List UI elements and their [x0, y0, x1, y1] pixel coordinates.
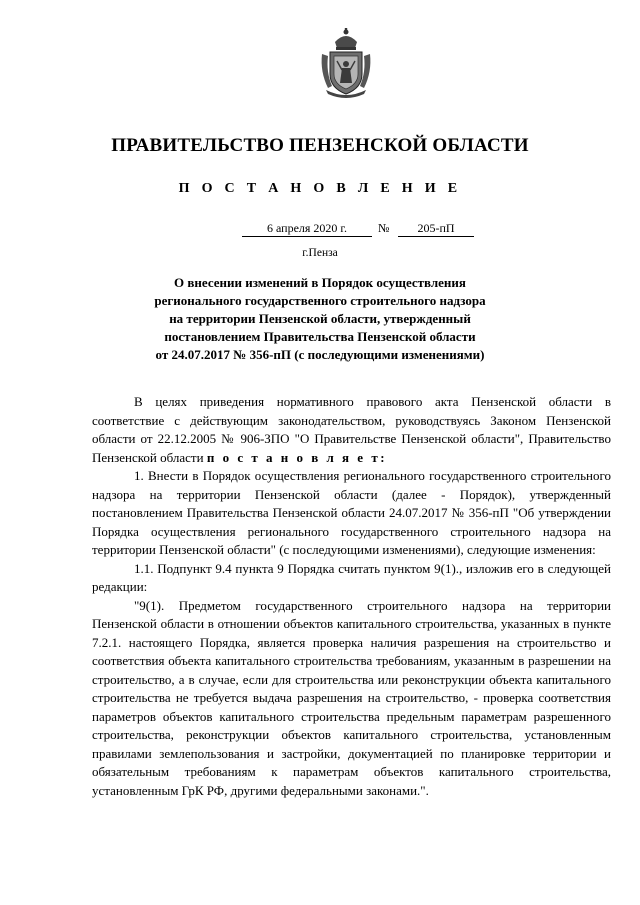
document-body — [92, 393, 611, 800]
document-number: 205-пП — [398, 221, 474, 237]
government-title: ПРАВИТЕЛЬСТВО ПЕНЗЕНСКОЙ ОБЛАСТИ — [111, 135, 529, 156]
date-number-row — [0, 221, 640, 239]
quoted-paragraph: "9(1). Предметом государственного строительного надзора на территории Пензенской области в отношении объектов капитального строительства, указанных в пункте 7.2.1. настоящего Порядка, является проверка наличия разрешения на строительство и соответствия объекта капитального строительства требованиям, указанным в разрешении на строительство, а в случае, если для строительства или реконструкции объекта капитального строительства не требуется выдача разрешения на строительство, - проверка соответствия параметров объектов капитального строительства предельным параметрам разрешенного строительства, реконструкции объектов капитального строительства, установленным правилами землепользования и застройки, документацией по планировке территории и обязательным требованиям к параметрам объектов капитального строительства, установленным ГрК РФ, другими федеральными законами.". — [92, 597, 611, 798]
subject-line: постановлением Правительства Пензенской области — [164, 329, 476, 344]
item-1-paragraph: 1. Внести в Порядок осуществления регионального государственного строительного надзора на территории Пензенской области (далее - Порядок), утвержденный постановлением Правительства Пензенской области 24.07.2017 № 356-пП "Об утверждении Порядка осуществления регионального государственного строительного надзора на территории Пензенской области" (с последующими изменениями), следующие изменения: — [92, 468, 611, 557]
document-date: 6 апреля 2020 г. — [242, 221, 372, 237]
document-type: П О С Т А Н О В Л Е Н И Е — [178, 181, 462, 196]
item-1-1-paragraph: 1.1. Подпункт 9.4 пункта 9 Порядка считать пунктом 9(1)., изложив его в следующей редакции: — [92, 560, 611, 594]
subject-line: от 24.07.2017 № 356-пП (с последующими изменениями) — [155, 347, 485, 362]
preamble-paragraph — [92, 393, 611, 467]
city: г.Пенза — [302, 247, 338, 259]
subject-line: О внесении изменений в Порядок осуществления — [174, 275, 466, 290]
coat-of-arms-emblem — [318, 28, 374, 98]
number-sign: № — [378, 221, 390, 235]
resolves-phrase: п о с т а н о в л я е т: — [206, 449, 388, 465]
document-subject — [0, 274, 640, 364]
subject-line: регионального государственного строительного надзора — [154, 293, 486, 308]
subject-line: на территории Пензенской области, утвержденный — [169, 311, 471, 326]
preamble-text: В целях приведения нормативного правового акта Пензенской области в соответствие с действующим законодательством, руководствуясь Законом Пензенской области от 22.12.2005 № 906-ЗПО "О Правительстве Пензенской области", Правительство Пензенской области — [92, 394, 611, 465]
